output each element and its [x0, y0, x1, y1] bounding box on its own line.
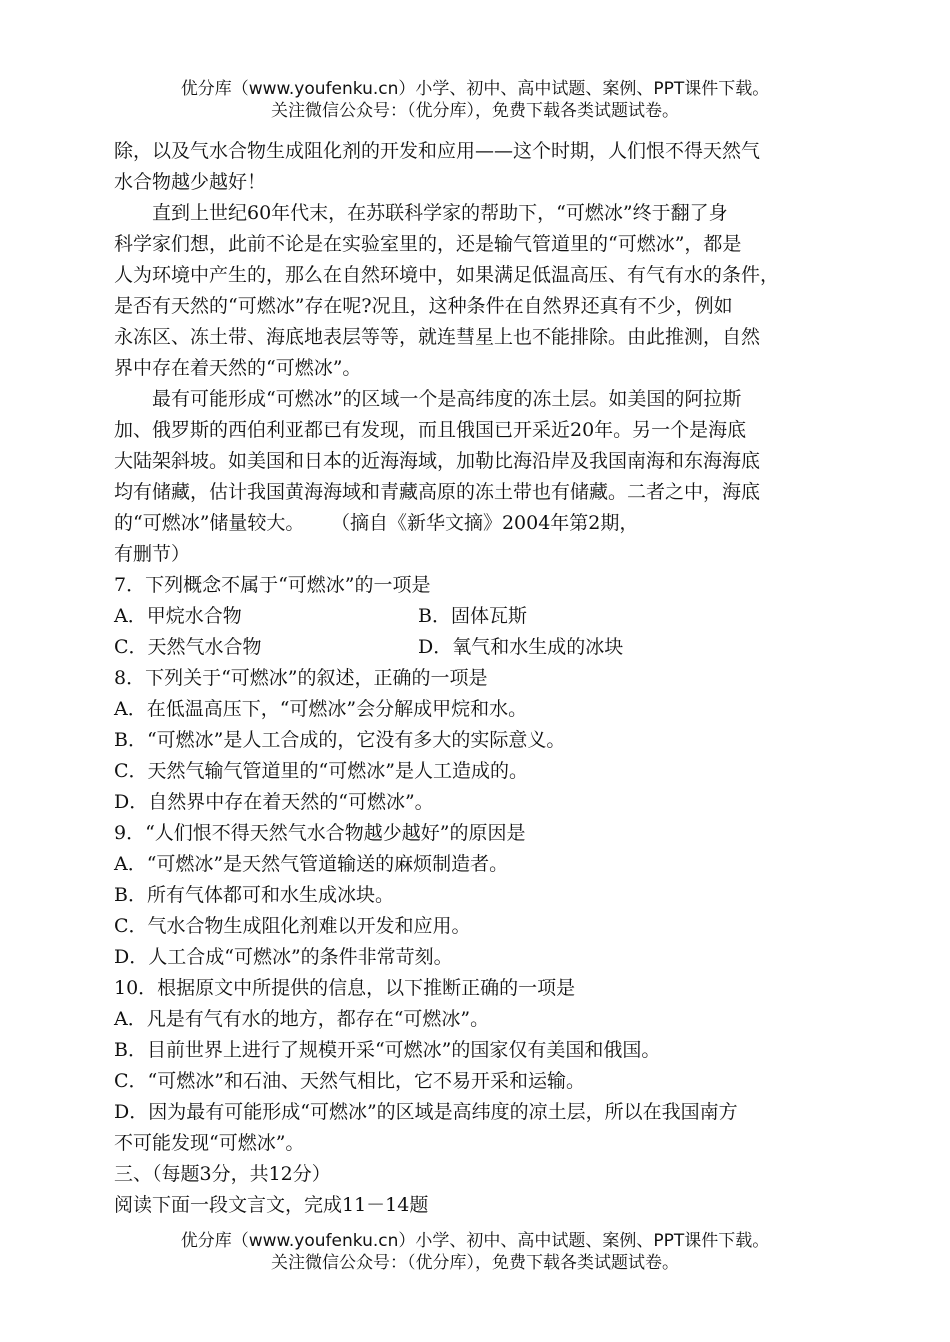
option-c: C．“可燃冰”和石油、天然气相比，它不易开采和运输。	[114, 1070, 585, 1092]
source-citation: （摘自《新华文摘》2004年第2期，	[340, 512, 639, 534]
option-a: A．在低温高压下，“可燃冰”会分解成甲烷和水。	[114, 698, 528, 720]
option-a: A．甲烷水合物	[114, 605, 242, 627]
option-b: B．目前世界上进行了规模开采“可燃冰”的国家仅有美国和俄国。	[114, 1039, 661, 1061]
question-stem: 10．根据原文中所提供的信息，以下推断正确的一项是	[114, 977, 576, 999]
section-3	[114, 1159, 874, 1221]
option-d: D．因为最有可能形成“可燃冰”的区域是高纬度的凉土层，所以在我国南方	[114, 1101, 738, 1123]
option-row	[114, 632, 874, 663]
source-citation-continued: 有删节）	[114, 543, 191, 565]
passage-line: 水合物越少越好！	[114, 171, 267, 193]
option-a: A．凡是有气有水的地方，都存在“可燃冰”。	[114, 1008, 490, 1030]
passage-line: 是否有天然的“可燃冰”存在呢?况且，这种条件在自然界还真有不少，例如	[114, 295, 733, 317]
option-c: C．天然气水合物	[114, 636, 262, 658]
passage-line: 直到上世纪60年代末，在苏联科学家的帮助下，“可燃冰”终于翻了身	[152, 202, 728, 224]
question-8	[114, 663, 874, 818]
question-stem: 8．下列关于“可燃冰”的叙述，正确的一项是	[114, 667, 488, 689]
question-stem: 9．“人们恨不得天然气水合物越少越好”的原因是	[114, 822, 526, 844]
question-9	[114, 818, 874, 973]
footer-site-line: 优分库（www.youfenku.cn）小学、初中、高中试题、案例、PPT课件下载。	[180, 1231, 770, 1251]
reading-passage	[114, 136, 874, 570]
passage-line: 人为环境中产生的，那么在自然环境中，如果满足低温高压、有气有水的条件，	[114, 264, 780, 286]
document-body	[114, 136, 874, 1221]
passage-line: 界中存在着天然的“可燃冰”。	[114, 357, 362, 379]
question-10	[114, 973, 874, 1159]
option-d: D．人工合成“可燃冰”的条件非常苛刻。	[114, 946, 453, 968]
header-wechat-line: 关注微信公众号：（优分库），免费下载各类试题试卷。	[271, 101, 679, 121]
footer-wechat-line: 关注微信公众号：（优分库），免费下载各类试题试卷。	[271, 1253, 679, 1273]
option-c: C．气水合物生成阻化剂难以开发和应用。	[114, 915, 471, 937]
passage-line: 永冻区、冻土带、海底地表层等等，就连彗星上也不能排除。由此推测，自然	[114, 326, 761, 348]
option-c: C．天然气输气管道里的“可燃冰”是人工造成的。	[114, 760, 528, 782]
header-site-line: 优分库（www.youfenku.cn）小学、初中、高中试题、案例、PPT课件下载。	[180, 79, 770, 99]
page-footer	[0, 1230, 950, 1274]
passage-line: 科学家们想，此前不论是在实验室里的，还是输气管道里的“可燃冰”，都是	[114, 233, 742, 255]
option-d: D．自然界中存在着天然的“可燃冰”。	[114, 791, 434, 813]
option-a: A．“可燃冰”是天然气管道输送的麻烦制造者。	[114, 853, 509, 875]
page-header-top	[0, 78, 950, 122]
section-title: 三、（每题3分，共12分）	[114, 1163, 331, 1185]
passage-line: 加、俄罗斯的西伯利亚都已有发现，而且俄国已开采近20年。另一个是海底	[114, 419, 747, 441]
passage-line	[114, 508, 874, 539]
question-7	[114, 570, 874, 663]
passage-line: 除，以及气水合物生成阻化剂的开发和应用——这个时期，人们恨不得天然气	[114, 140, 761, 162]
option-row	[114, 601, 874, 632]
option-b: B．所有气体都可和水生成冰块。	[114, 884, 394, 906]
option-d: D．氧气和水生成的冰块	[418, 636, 624, 658]
option-b: B．固体瓦斯	[418, 605, 527, 627]
question-stem: 7．下列概念不属于“可燃冰”的一项是	[114, 574, 431, 596]
passage-line: 均有储藏，估计我国黄海海域和青藏高原的冻土带也有储藏。二者之中，海底	[114, 481, 761, 503]
option-d-continued: 不可能发现“可燃冰”。	[114, 1132, 305, 1154]
option-b: B．“可燃冰”是人工合成的，它没有多大的实际意义。	[114, 729, 566, 751]
section-instruction: 阅读下面一段文言文，完成11－14题	[114, 1194, 429, 1216]
passage-line: 最有可能形成“可燃冰”的区域一个是高纬度的冻土层。如美国的阿拉斯	[152, 388, 742, 410]
passage-line: 大陆架斜坡。如美国和日本的近海海域，加勒比海沿岸及我国南海和东海海底	[114, 450, 761, 472]
passage-line-end: 的“可燃冰”储量较大。	[114, 512, 305, 534]
